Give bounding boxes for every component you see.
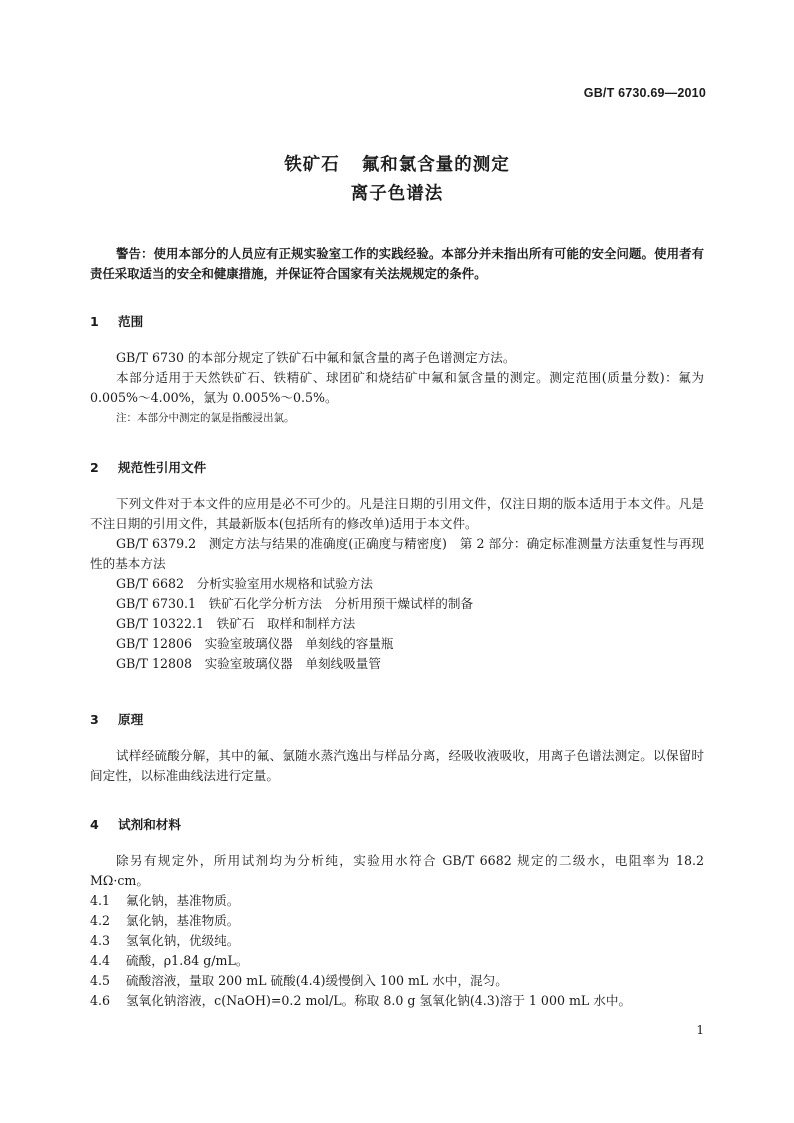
list-item xyxy=(90,951,704,971)
standard-number: GB/T 6730.69—2010 xyxy=(583,86,706,100)
document-subtitle: 离子色谱法 xyxy=(350,184,444,204)
document-title xyxy=(0,151,794,176)
list-item xyxy=(90,931,704,951)
paragraph: GB/T 6730 的本部分规定了铁矿石中氟和氯含量的离子色谱测定方法。 xyxy=(116,350,516,365)
item-text: 硫酸溶液，量取 200 mL 硫酸(4.4)缓慢倒入 100 mL 水中，混匀。 xyxy=(126,973,508,988)
item-number: 4.6 xyxy=(90,993,111,1008)
list-item xyxy=(90,971,704,991)
item-text: 氢氧化钠，优级纯。 xyxy=(126,933,240,948)
section-4-heading xyxy=(90,814,181,833)
item-number: 4.1 xyxy=(90,893,111,908)
title-part-a: 铁矿石 xyxy=(284,155,340,175)
reference-item: GB/T 6379.2 测定方法与结果的准确度(正确度与精密度) 第 2 部分：确定标准测量方法重复性与再现性的基本方法 xyxy=(90,536,704,571)
item-text: 氯化钠，基准物质。 xyxy=(126,913,240,928)
section-1-body xyxy=(90,348,704,428)
item-number: 4.2 xyxy=(90,913,111,928)
list-item xyxy=(90,991,704,1011)
section-1-heading xyxy=(90,311,143,330)
reference-item: GB/T 6682 分析实验室用水规格和试验方法 xyxy=(116,576,373,591)
section-title: 原理 xyxy=(118,712,144,727)
item-number: 4.4 xyxy=(90,953,111,968)
reference-item: GB/T 10322.1 铁矿石 取样和制样方法 xyxy=(116,616,356,631)
section-2-heading xyxy=(90,457,206,476)
paragraph: 试样经硫酸分解，其中的氟、氯随水蒸汽逸出与样品分离，经吸收液吸收，用离子色谱法测定。以保留时间定性，以标准曲线法进行定量。 xyxy=(90,748,704,783)
note: 注：本部分中测定的氯是指酸浸出氯。 xyxy=(116,412,295,424)
item-text: 氟化钠，基准物质。 xyxy=(126,893,240,908)
section-number: 3 xyxy=(90,712,99,727)
item-text: 氢氧化钠溶液，c(NaOH)=0.2 mol/L。称取 8.0 g 氢氧化钠(4.3)溶于 1 000 mL 水中。 xyxy=(126,993,632,1008)
title-part-b: 氟和氯含量的测定 xyxy=(361,155,510,175)
section-number: 4 xyxy=(90,817,99,832)
item-number: 4.5 xyxy=(90,973,111,988)
page-number: 1 xyxy=(696,1023,704,1037)
section-3-heading xyxy=(90,709,143,728)
section-title: 试剂和材料 xyxy=(118,817,181,832)
list-item xyxy=(90,891,704,911)
item-text: 硫酸，ρ1.84 g/mL。 xyxy=(126,953,249,968)
reference-item: GB/T 6730.1 铁矿石化学分析方法 分析用预干燥试样的制备 xyxy=(116,596,474,611)
section-title: 规范性引用文件 xyxy=(118,460,207,475)
reference-item: GB/T 12806 实验室玻璃仪器 单刻线的容量瓶 xyxy=(116,636,394,651)
paragraph: 本部分适用于天然铁矿石、铁精矿、球团矿和烧结矿中氟和氯含量的测定。测定范围(质量分数)：氟为 0.005%～4.00%，氯为 0.005%～0.5%。 xyxy=(90,370,704,405)
paragraph: 除另有规定外，所用试剂均为分析纯，实验用水符合 GB/T 6682 规定的二级水，电阻率为 18.2 MΩ·cm。 xyxy=(90,853,704,888)
list-item xyxy=(90,911,704,931)
paragraph: 下列文件对于本文件的应用是必不可少的。凡是注日期的引用文件，仅注日期的版本适用于本文件。凡是不注日期的引用文件，其最新版本(包括所有的修改单)适用于本文件。 xyxy=(90,496,704,531)
reference-item: GB/T 12808 实验室玻璃仪器 单刻线吸量管 xyxy=(116,656,381,671)
item-number: 4.3 xyxy=(90,933,111,948)
section-4-body xyxy=(90,851,704,1011)
section-2-body xyxy=(90,494,704,674)
section-3-body xyxy=(90,746,704,786)
section-number: 2 xyxy=(90,460,99,475)
safety-warning: 警告：使用本部分的人员应有正规实验室工作的实践经验。本部分并未指出所有可能的安全问题。使用者有责任采取适当的安全和健康措施，并保证符合国家有关法规规定的条件。 xyxy=(90,246,704,281)
section-title: 范围 xyxy=(118,314,144,329)
section-number: 1 xyxy=(90,314,99,329)
